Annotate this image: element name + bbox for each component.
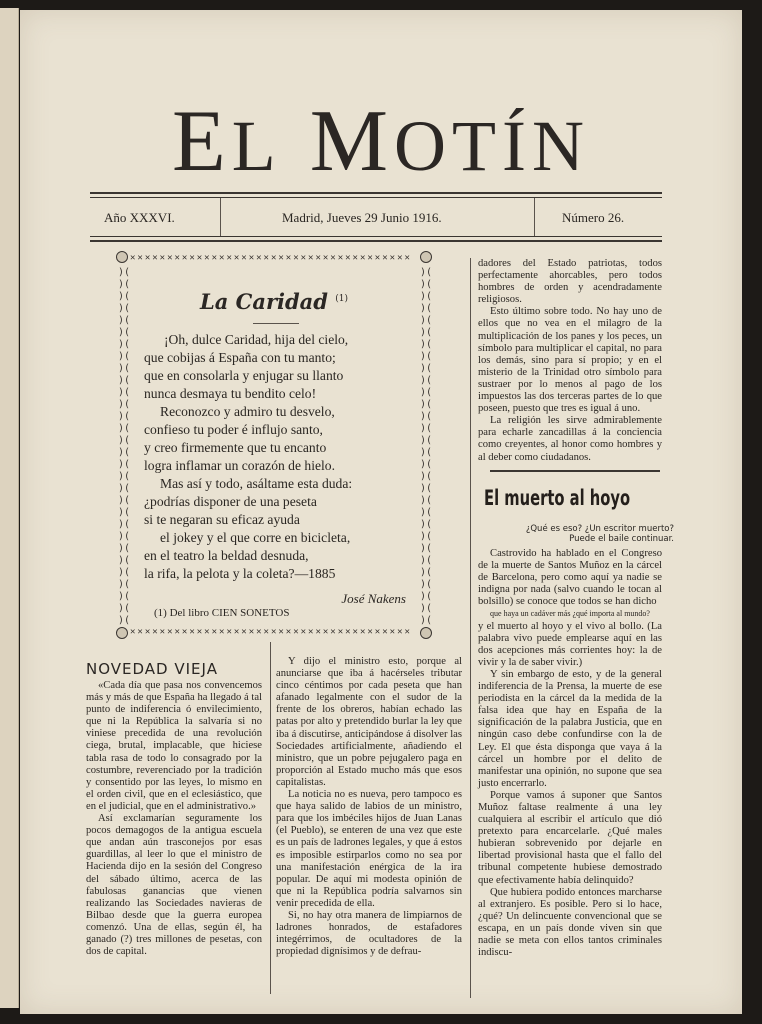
quoted-verse: que haya un cadáver más ¿qué importa al mundo?	[490, 609, 650, 619]
poem-footnote: (1) Del libro CIEN SONETOS	[154, 607, 290, 619]
article-body	[478, 548, 662, 959]
novedad-column-2	[276, 656, 462, 958]
poem-corner-ornament	[116, 627, 128, 639]
poem-corner-ornament	[116, 251, 128, 263]
poem-border-top: ✕✕✕✕✕✕✕✕✕✕✕✕✕✕✕✕✕✕✕✕✕✕✕✕✕✕✕✕✕✕✕✕✕✕✕✕✕✕	[130, 253, 412, 263]
paragraph: La noticia no es nueva, pero tampoco es que haya salido de labios de un ministro, para que los imbéciles hijos de Juan Lanas (el Pueblo), se enteren de una vez que este es un país de ladrones legales, y que á estos es imposible estirparlos como no sea por una manifestación enérgica de la ira popular. De aquí mi modesta opinión de que ni la República podría salvarnos sin venir precedida de ella.	[276, 789, 462, 909]
poem-corner-ornament	[420, 627, 432, 639]
paragraph: Si, no hay otra manera de limpiarnos de ladrones honrados, de estafadores integérrimos, de ocultadores de la propiedad dignísimos y de defrau-	[276, 909, 462, 958]
newspaper-page	[20, 10, 742, 1014]
paragraph: La religión les sirve admirablemente para echarle zancadillas á la conciencia como creyentes, al honor como hombres y al deber como ciudadanos.	[478, 415, 662, 463]
year-label: Año XXXVI.	[104, 210, 175, 225]
poem-line: la rifa, la pelota y la coleta?—1885	[144, 566, 336, 581]
poem-line: logra inflamar un corazón de hielo.	[144, 458, 335, 473]
poem-title: La Caridad $^{(1)}$	[199, 289, 349, 314]
poem-border-bottom: ✕✕✕✕✕✕✕✕✕✕✕✕✕✕✕✕✕✕✕✕✕✕✕✕✕✕✕✕✕✕✕✕✕✕✕✕✕✕	[130, 627, 412, 637]
poem-line: en el teatro la beldad desnuda,	[144, 548, 309, 563]
poem-line: el jokey y el que corre en bicicleta,	[160, 530, 351, 545]
epigraph-line: Puede el baile continuar.	[569, 534, 674, 544]
poem-line: confieso tu poder é influjo santo,	[144, 422, 323, 437]
poem-border-right: )( )( )( )( )( )( )( )( )( )( )( )( )( )( )( )( )( )( )( )( )( )( )( )( )( )( )( )( )( )(	[420, 267, 433, 626]
paragraph: Castrovido ha hablado en el Congreso de la muerte de Santos Muñoz en la cárcel de Barcelona, pero como aquí ya nadie se indigna por nada (salvo cuando le tocan al bolsillo) se conoce que todos se han dicho	[478, 548, 662, 608]
place-date: Madrid, Jueves 29 Junio 1916.	[282, 210, 442, 225]
poem-line: y creo firmemente que tu encanto	[144, 440, 327, 455]
paragraph: y el muerto al hoyo y el vivo al bollo. (La palabra vivo puede emplearse aquí en las dos acepciones más corrientes hoy: la de vivir y la de saber vivir.)	[478, 620, 662, 668]
paragraph: dadores del Estado patriotas, todos perfectamente ahorcables, pero todos hombres de orden y acendradamente religiosos.	[478, 258, 662, 306]
column-divider-right	[470, 258, 471, 998]
poem-line: si te negaran su eficaz ayuda	[144, 512, 300, 527]
poem-title-rule	[253, 323, 299, 324]
epigraph-line: ¿Qué es eso? ¿Un escritor muerto?	[525, 524, 674, 534]
poem-line: Reconozco y admiro tu desvelo,	[160, 404, 335, 419]
paragraph: «Cada día que pasa nos convencemos más y más de que España ha llegado á tal punto de indiferencia ó envilecimiento, que ni la República la salvaría si no viniese precedida de una revolución ciega, brutal, implacable, que hiciese tabla rasa de todo lo consagrado por la costumbre, reverenciado por la tradición y consentido por las leyes, lo mismo en el orden civil, que en el eclesiástico, que en el judicial, que en el administrativo.»	[86, 680, 262, 812]
poem-border-left: )( )( )( )( )( )( )( )( )( )( )( )( )( )( )( )( )( )( )( )( )( )( )( )( )( )( )( )( )( )(	[118, 267, 131, 626]
paragraph: Y dijo el ministro esto, porque al anunciarse que iba á hacérseles tributar cinco céntimos por cada peseta que han afanado legalmente con el sudor de la frente de los obreros, habían echado las patas por alto y pretendido burlar la ley que iba á discutirse, anticipándose á disolver las Sociedades artificialmente, añadiendo el ministro, que un pobre pejugalero paga en proporción al Estado mucho más que esos capitalistas.	[276, 656, 462, 788]
paragraph: Y sin embargo de esto, y de la general indiferencia de la Prensa, la muerte de ese periodista en la cárcel da la medida de la falsa idea que hay en España de la significación de la palabra Justicia, que en ningún caso debe confundirse con la de Ley. El que ésta disponga que vaya á la cárcel un hombre por el delito de manifestar una opinión, no supone que sea justo encerrarlo.	[478, 668, 662, 789]
article-epigraph	[494, 524, 674, 544]
paragraph: Porque vamos á suponer que Santos Muñoz faltase realmente á una ley cualquiera al escribir el artículo que dió pretexto para encarcelarle. ¿Qué males hubieran sobrevenido por dejarle en libertad provisional hasta que el fallo del tribunal competente hubiese demostrado que efectivamente había delinquido?	[478, 789, 662, 886]
poem-line: que en consolarla y enjugar su llanto	[144, 368, 344, 383]
column-divider-lower	[270, 642, 271, 994]
poem-line: ¡Oh, dulce Caridad, hija del cielo,	[164, 332, 349, 347]
novedad-column-1	[86, 680, 262, 958]
poem-lines	[144, 331, 424, 583]
masthead-title: EL MOTÍN	[172, 93, 590, 190]
paragraph: Así exclamarían seguramente los pocos demagogos de la antigua escuela que andan aún trasconejos por esas guardillas, al leer lo que el ministro de Hacienda dijo en la sesión del Congreso del sábado último, acerca de las fabulosas ganancias que vienen realizando las Sociedades navieras de Bilbao desde que la guerra europea comenzó. Una de ellas, según él, ha ganado (?) tres millones de pesetas, con dos de capital.	[86, 813, 262, 958]
poem-corner-ornament	[420, 251, 432, 263]
poem-line: que cobijas á España con tu manto;	[144, 350, 336, 365]
paragraph: Que hubiera podido entonces marcharse al extranjero. Es posible. Pero si lo hace, ¿qué? Un delincuente convencional que se escapa, en un país donde viven sin que nadie se meta con ellos tantos criminales indiscu-	[478, 886, 662, 959]
facing-page-edge	[0, 8, 19, 1008]
poem-line: Mas así y todo, asáltame esta duda:	[160, 476, 353, 491]
poem-author: José Nakens	[341, 591, 406, 606]
section-title: NOVEDAD VIEJA	[86, 660, 218, 678]
poem-line: nunca desmaya tu bendito celo!	[144, 386, 317, 401]
poem-line: ¿podrías disponer de una peseta	[144, 494, 317, 509]
poem-box	[118, 253, 433, 637]
article-separator	[490, 470, 660, 472]
right-column-top	[478, 258, 662, 464]
article-title: El muerto al hoyo	[484, 486, 631, 510]
dateline	[90, 192, 662, 242]
paragraph: Esto último sobre todo. No hay uno de ellos que no vea en el milagro de la multiplicación de los panes y los peces, un símbolo para multiplicar el capital, no para los demás, sino para sí propio; y en el misterio de la Trinidad otro símbolo para sustraer por lo menos al pago de los impuestos las dos terceras partes de lo que poseen, puesto que tres es igual á uno.	[478, 306, 662, 415]
issue-number: Número 26.	[562, 210, 625, 225]
